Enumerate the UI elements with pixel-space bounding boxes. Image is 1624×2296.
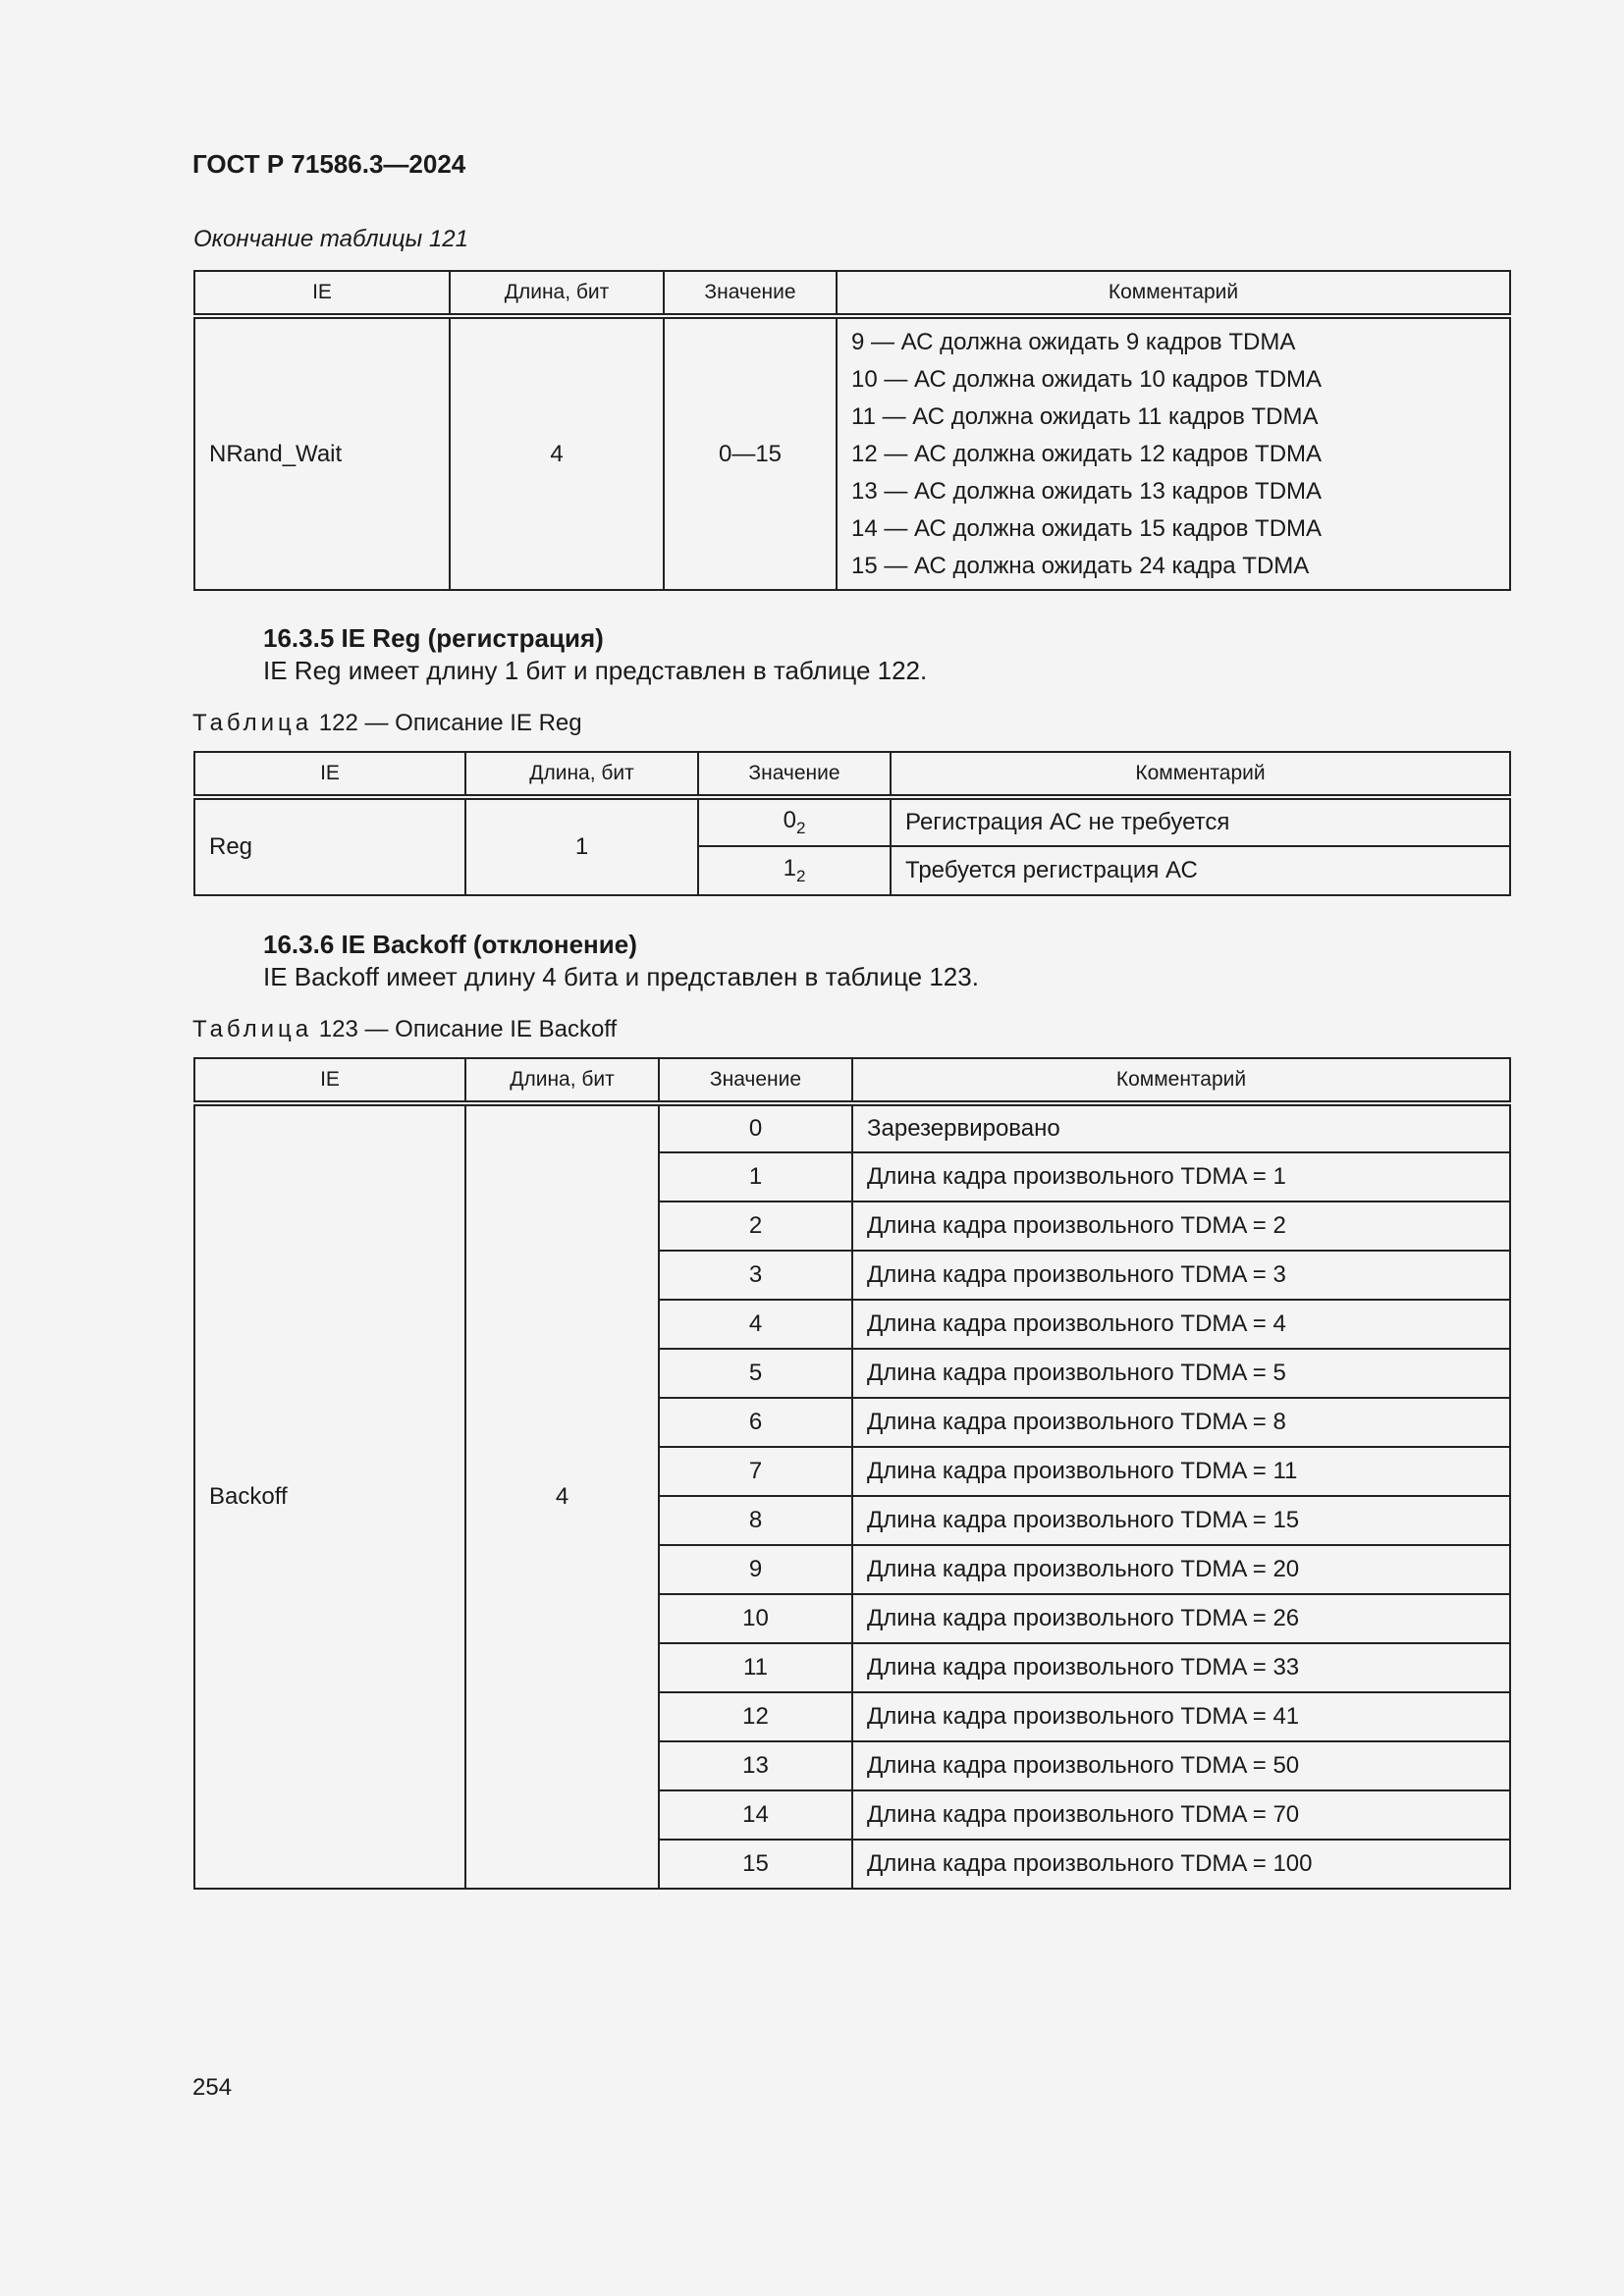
value-cell [698, 797, 891, 846]
value-cell: 15 [659, 1840, 852, 1889]
caption-word: Таблица [192, 710, 313, 736]
table-121-continuation-caption: Окончание таблицы 121 [193, 226, 468, 252]
comment-line: 9 — АС должна ожидать 9 кадров TDMA [851, 328, 1296, 355]
comment-cell: Длина кадра произвольного TDMA = 70 [852, 1790, 1510, 1840]
comment-cell: Длина кадра произвольного TDMA = 26 [852, 1594, 1510, 1643]
page-number: 254 [192, 2074, 233, 2101]
ie-cell: Reg [194, 797, 465, 895]
table-122 [193, 751, 1511, 896]
table-123-caption [192, 1016, 617, 1043]
length-cell: 4 [450, 316, 664, 590]
comment-cell: Длина кадра произвольного TDMA = 15 [852, 1496, 1510, 1545]
length-cell: 1 [465, 797, 698, 895]
header-ie: IE [194, 752, 465, 797]
comment-line: 12 — АС должна ожидать 12 кадров TDMA [851, 440, 1323, 467]
caption-word: Таблица [192, 1016, 313, 1042]
value-cell: 0—15 [664, 316, 837, 590]
comment-cell: Длина кадра произвольного TDMA = 3 [852, 1251, 1510, 1300]
value-cell: 2 [659, 1201, 852, 1251]
comment-cell: Регистрация АС не требуется [891, 797, 1510, 846]
value-cell: 3 [659, 1251, 852, 1300]
comment-line: 13 — АС должна ожидать 13 кадров TDMA [851, 477, 1323, 505]
comment-cell: Длина кадра произвольного TDMA = 33 [852, 1643, 1510, 1692]
value-cell: 7 [659, 1447, 852, 1496]
comment-cell: Требуется регистрация АС [891, 846, 1510, 895]
comment-cell: Длина кадра произвольного TDMA = 50 [852, 1741, 1510, 1790]
header-comment: Комментарий [852, 1058, 1510, 1103]
value-subscript: 2 [795, 819, 806, 837]
ie-cell: Backoff [194, 1103, 465, 1889]
comment-cell: Длина кадра произвольного TDMA = 1 [852, 1152, 1510, 1201]
value-cell: 12 [659, 1692, 852, 1741]
comment-cell: Длина кадра произвольного TDMA = 41 [852, 1692, 1510, 1741]
comment-cell: Длина кадра произвольного TDMA = 8 [852, 1398, 1510, 1447]
header-length: Длина, бит [450, 271, 664, 316]
value-cell: 9 [659, 1545, 852, 1594]
document-header: ГОСТ Р 71586.3—2024 [192, 149, 466, 179]
section-title-reg: 16.3.5 IE Reg (регистрация) [263, 623, 604, 653]
comment-line: 10 — АС должна ожидать 10 кадров TDMA [851, 365, 1323, 393]
header-comment: Комментарий [891, 752, 1510, 797]
comment-cell: Длина кадра произвольного TDMA = 2 [852, 1201, 1510, 1251]
value-cell: 1 [659, 1152, 852, 1201]
header-length: Длина, бит [465, 752, 698, 797]
caption-text: 123 — Описание IE Backoff [318, 1016, 618, 1042]
section-text-backoff: IE Backoff имеет длину 4 бита и представлен в таблице 123. [263, 962, 979, 991]
comment-cell: Зарезервировано [852, 1103, 1510, 1152]
comment-line: 14 — АС должна ожидать 15 кадров TDMA [851, 514, 1323, 542]
comment-cell [837, 316, 1510, 590]
comment-cell: Длина кадра произвольного TDMA = 4 [852, 1300, 1510, 1349]
value-digit: 0 [783, 807, 796, 833]
value-cell: 11 [659, 1643, 852, 1692]
section-title-backoff: 16.3.6 IE Backoff (отклонение) [263, 930, 637, 959]
value-subscript: 2 [795, 867, 806, 885]
value-cell: 4 [659, 1300, 852, 1349]
comment-line: 11 — АС должна ожидать 11 кадров TDMA [851, 402, 1319, 430]
header-ie: IE [194, 271, 450, 316]
comment-line: 15 — АС должна ожидать 24 кадра TDMA [851, 552, 1310, 579]
value-cell: 10 [659, 1594, 852, 1643]
value-cell: 5 [659, 1349, 852, 1398]
value-cell: 6 [659, 1398, 852, 1447]
section-text-reg: IE Reg имеет длину 1 бит и представлен в таблице 122. [263, 656, 928, 685]
value-cell: 0 [659, 1103, 852, 1152]
value-cell: 14 [659, 1790, 852, 1840]
table-122-caption [192, 710, 582, 737]
value-cell: 13 [659, 1741, 852, 1790]
table-121 [193, 270, 1511, 591]
header-value: Значение [664, 271, 837, 316]
value-cell [698, 846, 891, 895]
header-ie: IE [194, 1058, 465, 1103]
header-comment: Комментарий [837, 271, 1510, 316]
value-cell: 8 [659, 1496, 852, 1545]
comment-cell: Длина кадра произвольного TDMA = 5 [852, 1349, 1510, 1398]
value-digit: 1 [783, 855, 796, 881]
header-value: Значение [659, 1058, 852, 1103]
table-123 [193, 1057, 1511, 1890]
comment-cell: Длина кадра произвольного TDMA = 100 [852, 1840, 1510, 1889]
comment-cell: Длина кадра произвольного TDMA = 20 [852, 1545, 1510, 1594]
comment-cell: Длина кадра произвольного TDMA = 11 [852, 1447, 1510, 1496]
caption-text: 122 — Описание IE Reg [318, 710, 582, 736]
header-value: Значение [698, 752, 891, 797]
header-length: Длина, бит [465, 1058, 659, 1103]
ie-cell: NRand_Wait [194, 316, 450, 590]
length-cell: 4 [465, 1103, 659, 1889]
